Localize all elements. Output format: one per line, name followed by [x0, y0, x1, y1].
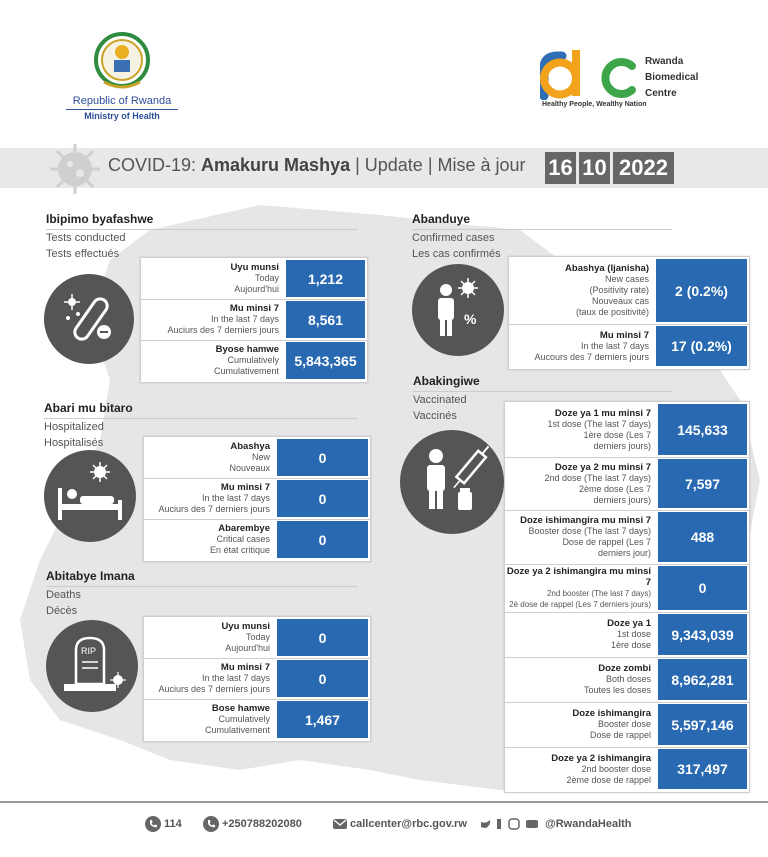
tests-7days-value: 8,561 — [286, 301, 365, 338]
date-month: 10 — [579, 152, 610, 184]
deaths-7days-value: 0 — [277, 660, 368, 697]
vaccinated-dose1-total-value: 9,343,039 — [658, 614, 747, 655]
svg-text:rbc: rbc — [540, 48, 542, 49]
virus-icon — [46, 142, 104, 196]
email-address: callcenter@rbc.gov.rw — [350, 818, 467, 830]
confirmed-7days-value: 17 (0.2%) — [656, 326, 747, 366]
table-row: Doze ya 1 mu minsi 7 1st dose (The last 7 days) 1ère dose (Les 7 derniers jours) 145,633 — [505, 402, 749, 458]
instagram-icon — [509, 819, 519, 829]
table-row: Doze ya 2 mu minsi 7 2nd dose (The last 7 days) 2ème dose (Les 7 derniers jours) 7,597 — [505, 457, 749, 511]
table-row: Mu minsi 7 In the last 7 days Auciurs des 7 derniers jours 8,561 — [141, 299, 367, 341]
hospitalized-table — [143, 436, 371, 562]
rbc-logo — [540, 48, 640, 100]
test-tube-icon — [44, 274, 134, 364]
vaccinated-booster-7days-value: 488 — [658, 512, 747, 562]
person-virus-icon — [412, 264, 504, 356]
social-handle: @RwandaHealth — [545, 818, 632, 830]
hospitalized-7days-value: 0 — [277, 480, 368, 517]
table-row: Byose hamwe Cumulatively Cumulativement 5,843,365 — [141, 340, 367, 381]
tests-cumulative-value: 5,843,365 — [286, 342, 365, 379]
table-row: Doze ya 2 ishimangira mu minsi 7 2nd booster (The last 7 days) 2è dose de rappel (Les 7 derniers jours) 0 — [505, 564, 749, 613]
date-day: 16 — [545, 152, 576, 184]
phone-number: +250788202080 — [222, 818, 302, 830]
moh-ministry-name: Ministry of Health — [66, 109, 178, 121]
confirmed-table — [508, 256, 750, 370]
hotline-number: 114 — [164, 818, 182, 830]
rbc-tagline: Healthy People, Wealthy Nation — [542, 101, 647, 108]
person-syringe-icon — [400, 430, 504, 534]
table-row: Mu minsi 7 In the last 7 days Auciurs des 7 derniers jours 0 — [144, 658, 370, 700]
table-row: Doze ishimangira mu minsi 7 Booster dose (The last 7 days) Dose de rappel (Les 7 derniers jour) 488 — [505, 510, 749, 565]
table-row: Uyu munsi Today Aujourd'hui 0 — [144, 617, 370, 659]
svg-text:RIP: RIP — [81, 646, 97, 656]
deaths-cumulative-value: 1,467 — [277, 701, 368, 738]
facebook-icon — [497, 819, 501, 829]
tests-today-value: 1,212 — [286, 260, 365, 297]
deaths-today-value: 0 — [277, 619, 368, 656]
table-row: Abashya (Ijanisha) New cases (Positivity rate) Nouveaux cas (taux de positivité) 2 (0.2%) — [509, 257, 749, 325]
tombstone-icon — [46, 620, 138, 712]
tests-table — [140, 257, 368, 383]
table-row: Doze ya 2 ishimangira 2nd booster dose 2ème dose de rappel 317,497 — [505, 747, 749, 791]
table-row: Doze ishimangira Booster dose Dose de rappel 5,597,146 — [505, 702, 749, 748]
hospitalized-section-title: Abari mu bitaro Hospitalized Hospitalisés — [44, 400, 358, 451]
tests-section-title: Ibipimo byafashwe Tests conducted Tests effectués — [46, 211, 358, 262]
confirmed-icon-circle — [412, 264, 504, 356]
confirmed-section-title: Abanduye Confirmed cases Les cas confirmés — [412, 211, 672, 262]
date-year: 2022 — [613, 152, 674, 184]
vaccinated-dose1-7days-value: 145,633 — [658, 404, 747, 455]
deaths-section-title: Abitabye Imana Deaths Décès — [46, 568, 358, 619]
table-row: Mu minsi 7 In the last 7 days Auciurs des 7 derniers jours 0 — [144, 478, 370, 520]
moh-country-name: Republic of Rwanda — [72, 95, 172, 107]
banner-title: COVID-19: Amakuru Mashya | Update | Mise à jour — [108, 155, 526, 175]
table-row: Mu minsi 7 In the last 7 days Aucours des 7 derniers jours 17 (0.2%) — [509, 324, 749, 368]
tests-icon-circle — [44, 274, 134, 364]
deaths-icon-circle — [46, 620, 138, 712]
vaccinated-booster2-7days-value: 0 — [658, 566, 747, 610]
table-row: Bose hamwe Cumulatively Cumulativement 1,467 — [144, 699, 370, 740]
confirmed-new-value: 2 (0.2%) — [656, 259, 747, 322]
whatsapp-icon — [203, 816, 219, 832]
vaccinated-table — [504, 401, 750, 793]
vaccinated-both-doses-value: 8,962,281 — [658, 659, 747, 700]
vaccinated-icon-circle — [400, 430, 504, 534]
phone-icon — [145, 816, 161, 832]
footer-divider — [0, 801, 768, 803]
table-row: Abashya New Nouveaux 0 — [144, 437, 370, 479]
svg-text:%: % — [464, 311, 477, 327]
table-row: Abarembye Critical cases En état critique 0 — [144, 519, 370, 560]
table-row: Doze zombi Both doses Toutes les doses 8,962,281 — [505, 657, 749, 703]
vaccinated-dose2-7days-value: 7,597 — [658, 459, 747, 508]
vaccinated-booster-total-value: 5,597,146 — [658, 704, 747, 745]
social-media-icons — [480, 818, 542, 830]
hospitalized-new-value: 0 — [277, 439, 368, 476]
email-icon — [332, 816, 348, 832]
hospitalized-critical-value: 0 — [277, 521, 368, 558]
rwanda-coat-of-arms-icon — [88, 30, 156, 94]
rbc-full-name: Rwanda Biomedical Centre — [645, 56, 699, 99]
vaccinated-booster2-total-value: 317,497 — [658, 749, 747, 789]
table-row: Doze ya 1 1st dose 1ère dose 9,343,039 — [505, 612, 749, 658]
hospital-bed-icon — [44, 450, 136, 542]
vaccinated-section-title: Abakingiwe Vaccinated Vaccinés — [413, 373, 673, 424]
table-row: Uyu munsi Today Aujourd'hui 1,212 — [141, 258, 367, 300]
twitter-icon — [481, 820, 490, 828]
youtube-icon — [526, 820, 538, 828]
deaths-table — [143, 616, 371, 742]
hospitalized-icon-circle — [44, 450, 136, 542]
